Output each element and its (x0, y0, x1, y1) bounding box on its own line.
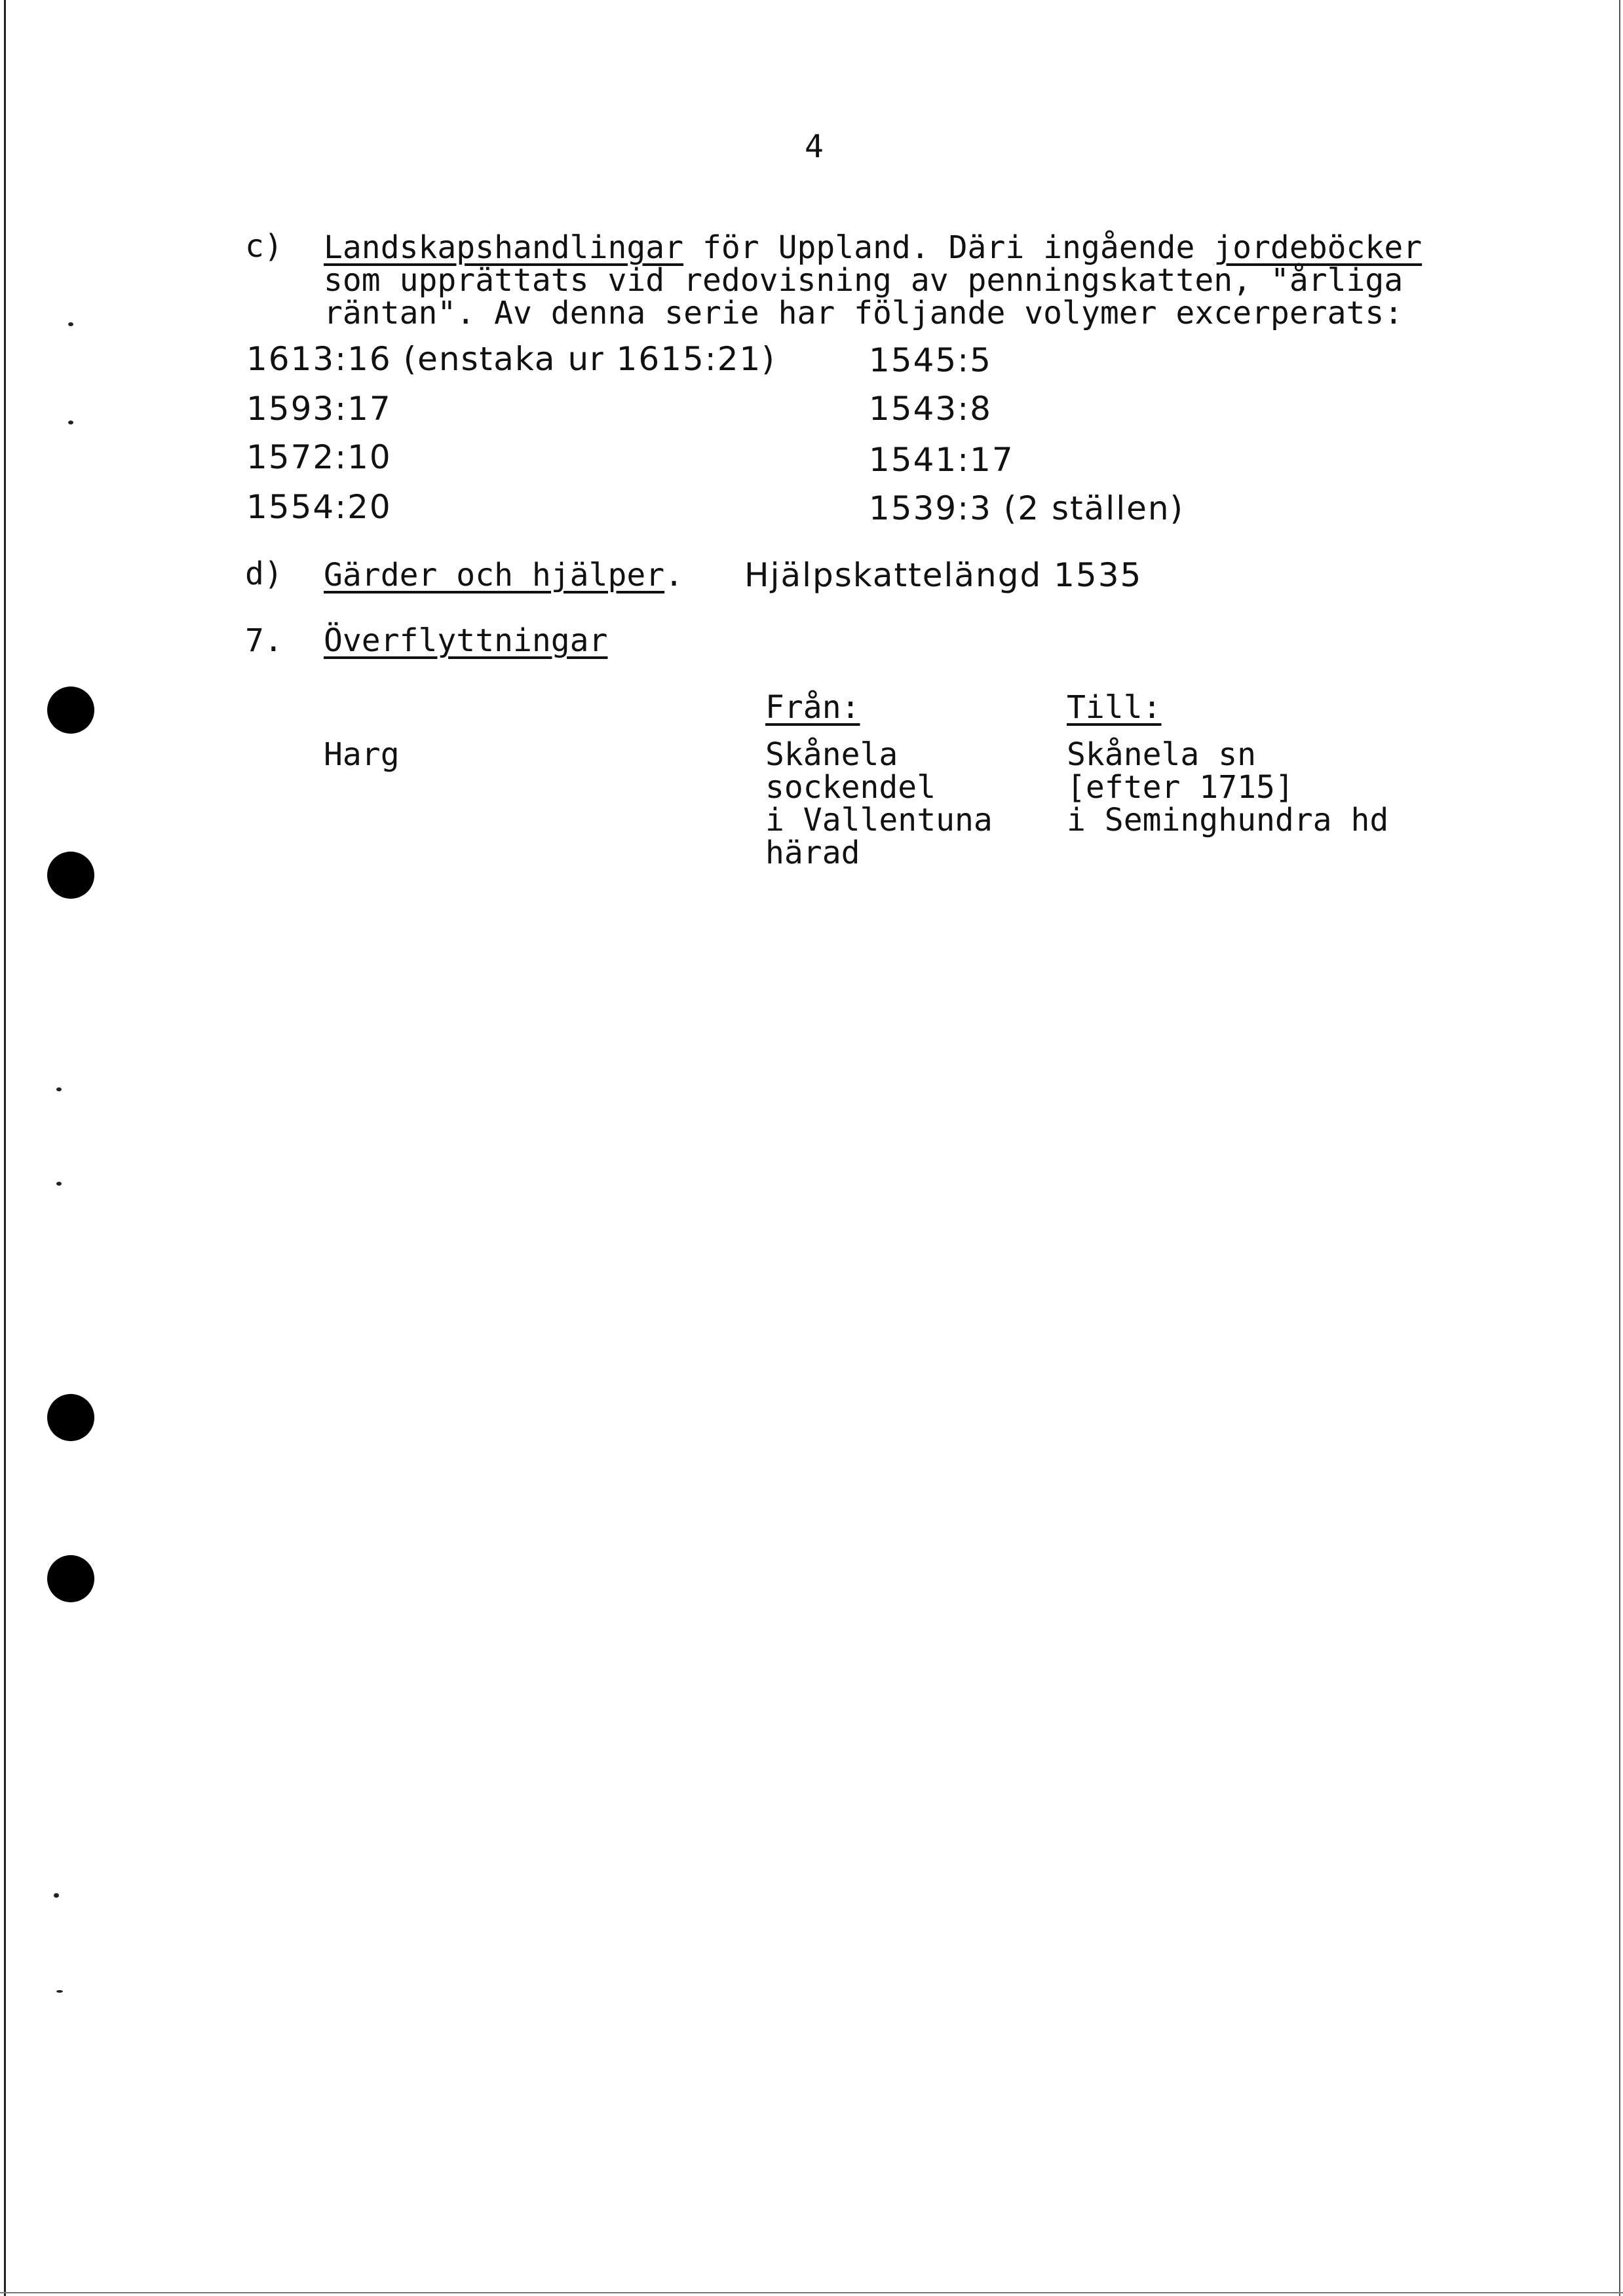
section-d-text: Hjälpskattelängd 1535 (744, 556, 1143, 594)
column-header-from: Från: (765, 689, 860, 726)
section-d-line (324, 558, 683, 592)
section-c-line-3: räntan". Av denna serie har följande volymer excerperats: (324, 295, 1403, 331)
section-d-heading: Gärder och hjälper (324, 557, 665, 593)
section-c-marker: c) (245, 228, 283, 265)
punch-hole (47, 1394, 94, 1441)
transfer-from-line: härad (765, 835, 860, 871)
page-number: 4 (805, 128, 824, 165)
section-7-heading: Överflyttningar (324, 622, 608, 659)
page-left-edge (4, 0, 6, 2296)
section-c-heading: Landskapshandlingar (324, 229, 684, 266)
punch-hole (47, 852, 94, 899)
section-d-marker: d) (245, 555, 283, 592)
section-d-punct: . (664, 557, 684, 593)
margin-speck (54, 1893, 59, 1898)
volume-left-4: 1554:20 (246, 488, 392, 526)
volume-right-2: 1543:8 (869, 390, 992, 428)
margin-speck (56, 1182, 62, 1186)
transfer-from-line: Skånela (765, 736, 898, 773)
page-bottom-edge (0, 2292, 1623, 2293)
volume-right-3: 1541:17 (869, 441, 1014, 479)
volume-left-1: 1613:16 (enstaka ur 1615:21) (246, 340, 776, 378)
margin-speck (68, 322, 73, 326)
volume-right-1: 1545:5 (869, 341, 992, 379)
section-c-term: jordeböcker (1213, 229, 1423, 266)
margin-speck (68, 421, 73, 424)
section-c-line-2: som upprättats vid redovisning av penningskatten, "årliga (324, 262, 1403, 299)
section-7-marker: 7. (245, 622, 283, 659)
transfer-place: Harg (324, 736, 400, 773)
volume-left-3: 1572:10 (246, 438, 392, 476)
margin-speck (56, 1087, 62, 1091)
punch-hole (47, 1555, 94, 1602)
volume-left-2: 1593:17 (246, 390, 392, 428)
transfer-from-line: sockendel (765, 769, 936, 806)
section-c-line-1-text: för Uppland. Däri ingående (683, 229, 1214, 266)
transfer-from-line: i Vallentuna (765, 802, 993, 838)
page-right-edge (1619, 0, 1620, 2296)
punch-hole (47, 687, 94, 734)
margin-speck (56, 1990, 63, 1993)
transfer-to-line: i Seminghundra hd (1067, 802, 1389, 838)
column-header-to: Till: (1067, 689, 1162, 726)
transfer-to-line: [efter 1715] (1067, 769, 1294, 806)
transfer-to-line: Skånela sn (1067, 736, 1256, 773)
volume-right-4: 1539:3 (2 ställen) (869, 489, 1185, 527)
section-c-line-1 (324, 231, 1422, 265)
